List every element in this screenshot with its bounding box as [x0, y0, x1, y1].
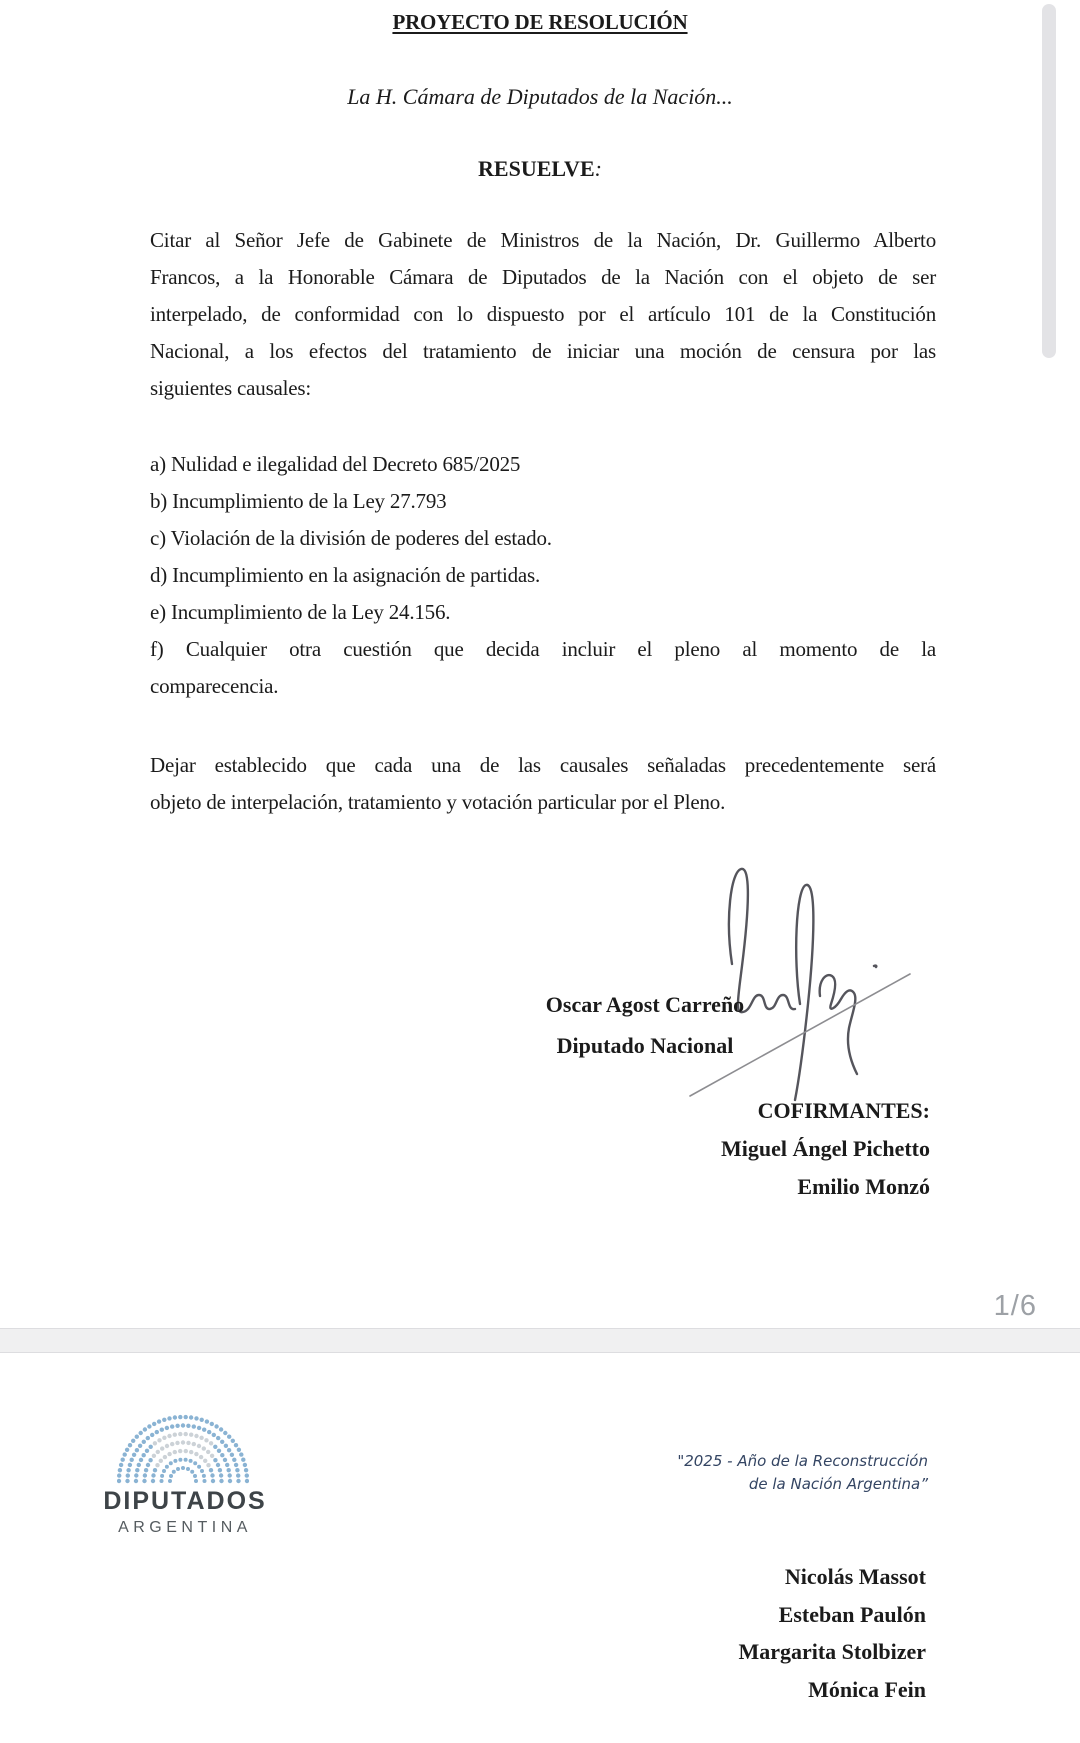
- resolve-word: RESUELVE: [478, 156, 595, 181]
- hemicycle-dots-icon: [117, 1410, 249, 1485]
- paragraph-line: siguientes causales:: [150, 376, 312, 400]
- paragraph-line: Citar al Señor Jefe de Gabinete de Ministros de la Nación, Dr. Guillermo Alberto: [150, 228, 936, 252]
- cosigner-name: Margarita Stolbizer: [738, 1639, 926, 1664]
- cause-item-a: a) Nulidad e ilegalidad del Decreto 685/2025: [150, 452, 521, 476]
- cause-item-e: e) Incumplimiento de la Ley 24.156.: [150, 600, 451, 624]
- cause-item-d: d) Incumplimiento en la asignación de partidas.: [150, 563, 541, 587]
- causes-list: [150, 446, 936, 705]
- document-title: PROYECTO DE RESOLUCIÓN: [392, 10, 688, 34]
- main-paragraph: [150, 222, 936, 407]
- page-indicator: 1/6: [993, 1290, 1037, 1322]
- signer-name: Oscar Agost Carreño: [545, 992, 745, 1017]
- paragraph-line: interpelado, de conformidad con lo dispuesto por el artículo 101 de la Constitución: [150, 302, 936, 326]
- signer-block: [400, 984, 890, 1066]
- cosigner-name: Mónica Fein: [808, 1676, 926, 1702]
- cause-item-b: b) Incumplimiento de la Ley 27.793: [150, 489, 447, 513]
- signature-image: [678, 846, 928, 1116]
- cause-item-f-continued: comparecencia.: [150, 674, 279, 698]
- cofirmante-name: Emilio Monzó: [797, 1174, 930, 1199]
- paragraph-line: Nacional, a los efectos del tratamiento de iniciar una moción de censura por las: [150, 339, 936, 363]
- cofirmante-name: Miguel Ángel Pichetto: [721, 1136, 930, 1161]
- resolve-colon: :: [594, 156, 602, 181]
- cofirmantes-block: [721, 1092, 930, 1206]
- motto-line: de la Nación Argentina”: [748, 1475, 928, 1493]
- cofirmantes-heading: COFIRMANTES:: [757, 1098, 930, 1123]
- argentina-logo-text: ARGENTINA: [118, 1519, 252, 1536]
- motto-line: "2025 - Año de la Reconstrucción: [677, 1452, 928, 1470]
- diputados-logo-text: DIPUTADOS: [103, 1487, 267, 1515]
- closing-paragraph: [150, 747, 936, 821]
- scrollbar-thumb[interactable]: [1042, 4, 1056, 358]
- page-separator: [0, 1328, 1080, 1353]
- cosigner-name: Nicolás Massot: [784, 1564, 926, 1589]
- cause-item-f: f) Cualquier otra cuestión que decida incluir el pleno al momento de la: [150, 637, 936, 661]
- cause-item-c: c) Violación de la división de poderes del estado.: [150, 526, 552, 550]
- cosigner-name: Esteban Paulón: [778, 1601, 926, 1627]
- paragraph-line: Francos, a la Honorable Cámara de Diputados de la Nación con el objeto de ser: [150, 265, 936, 289]
- paragraph-line: objeto de interpelación, tratamiento y votación particular por el Pleno.: [150, 790, 726, 814]
- letterhead-motto: [677, 1450, 928, 1496]
- cosigner-list: [738, 1558, 926, 1708]
- document-subtitle: La H. Cámara de Diputados de la Nación...: [347, 84, 733, 109]
- signer-role: Diputado Nacional: [556, 1033, 734, 1058]
- paragraph-line: Dejar establecido que cada una de las causales señaladas precedentemente será: [150, 753, 936, 777]
- resolve-heading: [0, 156, 1080, 182]
